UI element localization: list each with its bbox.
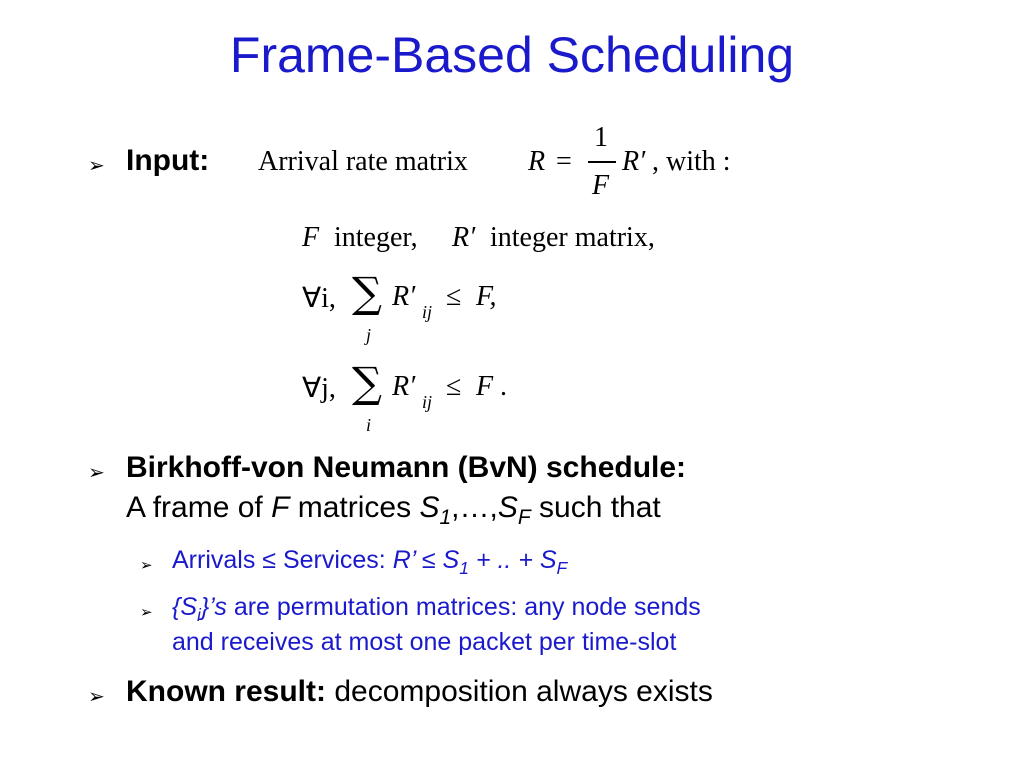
si-set: $\{S_i\}’s$ [172,593,227,625]
bvn-text-a: A frame of [126,491,263,524]
bvn-label: Birkhoff-von Neumann (BvN) schedule: [126,451,687,484]
sub-bullet-arrow-icon: ➢ [140,556,153,574]
cond2-sum-icon: ∑ [352,268,382,317]
cond2-r-prime: R′ [392,281,416,312]
permutation-line-2: and receives at most one packet per time-slot [172,628,677,656]
bvn-description [126,490,661,536]
known-result-line [126,674,713,710]
fraction-denominator: F [592,170,610,201]
arrival-rate-text: Arrival rate matrix [258,146,468,177]
r-prime-variable: R′ [622,146,646,177]
cond1-integer: integer, [334,222,418,253]
cond3-f: F [476,371,494,402]
input-label: Input: [126,144,210,177]
cond3-sum-icon: ∑ [352,358,382,407]
cond3-r-prime: R′ [392,371,416,402]
r-variable: R [528,146,546,177]
known-result-text: decomposition always exists [334,675,713,708]
cond2-le: ≤ [446,281,462,312]
bvn-s1: $S_1$ [419,491,452,529]
cond3-period: . [500,371,507,402]
cond2-forall: ∀i, [302,283,336,314]
cond3-sum-index: i [366,415,372,435]
sub-bullet-arrow-icon: ➢ [140,603,153,621]
cond2-f: F, [476,281,497,312]
bvn-text-b: matrices [297,491,412,524]
cond3-forall: ∀j, [302,373,336,404]
cond3-le: ≤ [446,371,462,402]
permutation-text: are permutation matrices: any node sends [233,593,701,621]
arrivals-formula-b: + .. + $S_F$ [475,546,568,578]
bullet-arrow-icon: ➢ [88,153,105,177]
cond1-integer-matrix: integer matrix, [490,222,655,253]
arrivals-text: Arrivals ≤ Services: [172,546,386,574]
arrivals-services-line [172,543,567,585]
fraction-bar [588,161,616,163]
bullet-arrow-icon: ➢ [88,460,105,484]
cond1-r-prime: R′ [452,222,476,253]
bullet-arrow-icon: ➢ [88,684,105,708]
bvn-dots: ,…, [451,491,498,524]
with-text: , with : [652,146,731,177]
cond2-ij: ij [422,302,433,322]
known-result-label: Known result: [126,675,326,708]
bvn-f: F [271,491,290,524]
cond1-f: F [302,222,320,253]
bvn-sf: $S_F$ [497,491,531,529]
cond3-ij: ij [422,392,433,412]
equals-sign: = [556,146,572,177]
slide-title: Frame-Based Scheduling [229,27,795,83]
bvn-text-c: such that [539,491,661,524]
arrivals-formula-a: R’ ≤ $S_1$ [392,546,469,578]
cond2-sum-index: j [366,325,372,345]
fraction-numerator: 1 [594,122,608,153]
